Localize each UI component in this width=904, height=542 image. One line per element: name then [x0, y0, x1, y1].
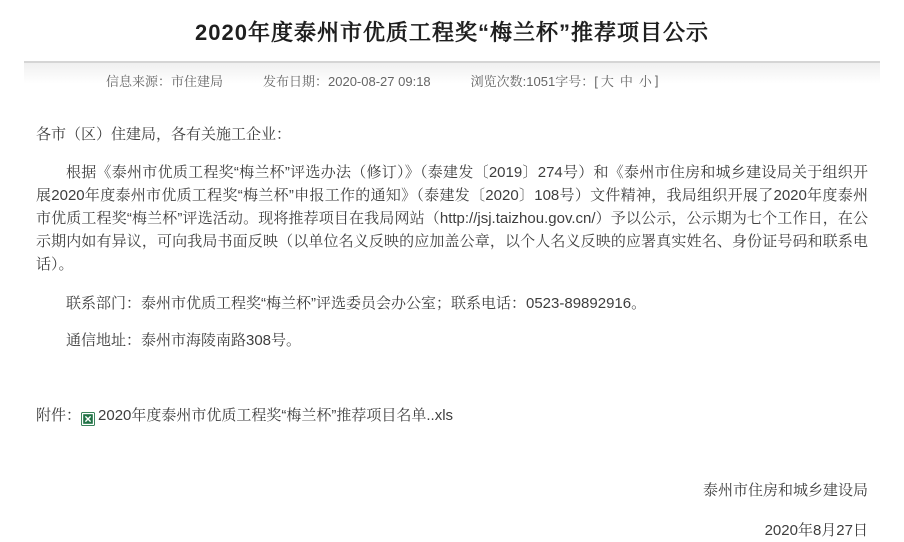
info-source: 信息来源：市住建局 — [106, 74, 224, 89]
attachment-label: 附件： — [36, 407, 82, 424]
attachment-file-link[interactable] — [81, 404, 453, 427]
fontsize-large-button[interactable]: 大 — [600, 74, 614, 89]
fontsize-small-button[interactable]: 小 — [638, 74, 652, 89]
fontsize-medium-button[interactable]: 中 — [619, 74, 633, 89]
attachment-file-name: 2020年度泰州市优质工程奖“梅兰杯”推荐项目名单..xls — [98, 407, 454, 424]
meta-info-row — [106, 71, 880, 90]
publish-date: 发布日期：2020-08-27 09:18 — [263, 74, 431, 89]
fontsize-label: 字号：[ — [555, 74, 598, 89]
views-and-fontsize — [471, 71, 659, 90]
salutation-line: 各市（区）住建局，各有关施工企业： — [36, 126, 292, 143]
article-body — [0, 123, 904, 542]
main-paragraph: 根据《泰州市优质工程奖“梅兰杯”评选办法（修订）》（泰建发〔2019〕274号）和《泰州市住房和城乡建设局关于组织开展2020年度泰州市优质工程奖“梅兰杯”申报工作的通知》（泰建发〔2020〕108号）文件精神，我局组织开展了2020年度泰州市优质工程奖“梅兰杯”评选活动。现将推荐项目在我局网站（http://jsj.taizhou.gov.cn/）予以公示，公示期为七个工作日，在公示期内如有异议，可向我局书面反映（以单位名义反映的应加盖公章，以个人名义反映的应署真实姓名、身份证号码和联系电话）。 — [36, 164, 868, 273]
signature-date: 2020年8月27日 — [764, 522, 868, 539]
address-paragraph: 通信地址：泰州市海陵南路308号。 — [66, 332, 302, 349]
fontsize-bracket-close: ] — [654, 73, 659, 88]
excel-file-icon — [81, 410, 95, 424]
contact-paragraph: 联系部门：泰州市优质工程奖“梅兰杯”评选委员会办公室；联系电话：0523-89892916。 — [66, 295, 647, 312]
view-count: 浏览次数:1051 — [470, 74, 556, 89]
signature-organization: 泰州市住房和城乡建设局 — [702, 482, 868, 499]
page-title: 2020年度泰州市优质工程奖“梅兰杯”推荐项目公示 — [195, 20, 709, 45]
meta-bar — [24, 61, 880, 95]
attachment-row — [36, 404, 868, 427]
